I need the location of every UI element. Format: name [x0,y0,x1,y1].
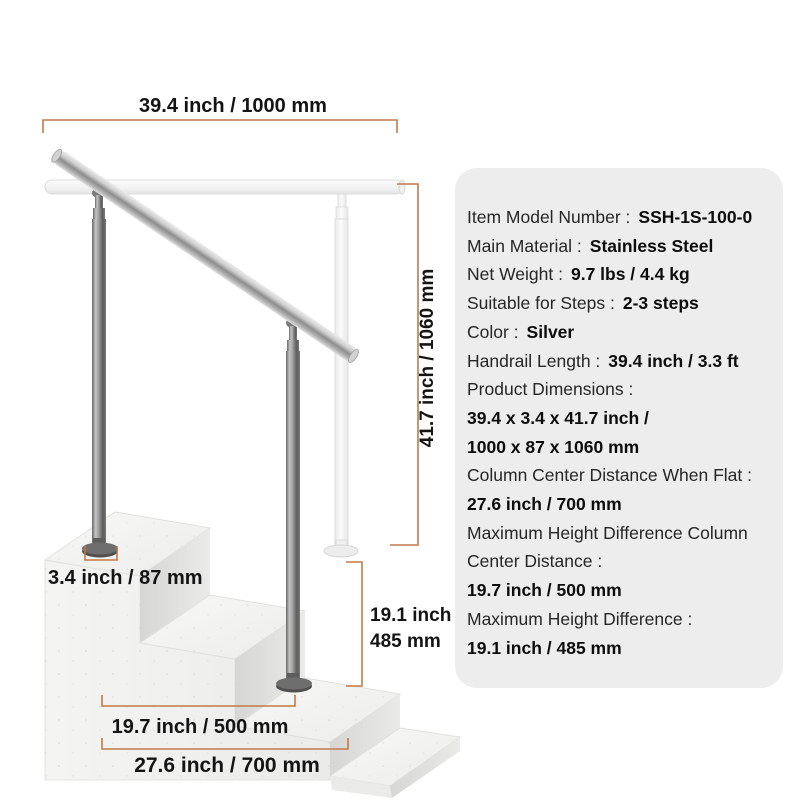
spec-line-model [467,203,775,232]
spec-value: 1000 x 87 x 1060 mm [467,436,640,457]
ghost-post-tube [335,219,348,547]
spec-value: Silver [526,321,575,342]
spec-value: Stainless Steel [589,235,714,256]
post2-neck [289,326,297,340]
ghost-rail-endcap [399,180,405,194]
dim-label-column-distance: 19.7 inch / 500 mm [111,716,289,738]
spec-label: Color : [467,321,519,342]
dim-label-flat-distance: 27.6 inch / 700 mm [134,754,320,777]
dim-label-flange-width: 3.4 inch / 87 mm [48,567,203,589]
ghost-base-flange [324,545,358,557]
spec-line-flat-distance-label [467,461,775,490]
spec-line-dimensions-mm [467,433,775,462]
spec-value: 27.6 inch / 700 mm [467,494,622,515]
spec-label: Maximum Height Difference Column [467,522,748,543]
post1-tube [92,219,106,545]
spec-line-dimensions-label [467,375,775,404]
post2-tube [286,351,300,680]
dim-bracket-overall-height [390,184,418,545]
spec-line-max-height-diff-label [467,605,775,634]
spec-label: Center Distance : [467,551,603,572]
spec-line-steps [467,289,775,318]
ghost-post-collar [336,207,348,219]
spec-line-color [467,318,775,347]
spec-line-weight [467,260,775,289]
post2-base-flange-top [276,678,312,690]
spec-value: 19.7 inch / 500 mm [467,580,622,601]
spec-line-max-height-diff-column2 [467,547,775,576]
ghost-post-neck [338,194,346,207]
spec-label: Main Material : [467,235,582,256]
dim-label-height-difference-line2: 485 mm [370,631,441,652]
dim-label-top-length: 39.4 inch / 1000 mm [139,95,327,117]
spec-value: SSH-1S-100-0 [638,207,753,227]
post1-collar [93,208,105,219]
spec-line-dimensions-inch [467,404,775,433]
spec-label: Suitable for Steps : [467,293,615,314]
spec-label: Maximum Height Difference : [467,608,693,629]
spec-panel [455,168,783,688]
post1-neck [95,195,103,208]
spec-line-handrail-length [467,347,775,376]
spec-value: 9.7 lbs / 4.4 kg [570,264,690,285]
spec-label: Item Model Number : [467,207,631,227]
spec-line-max-height-diff-column1 [467,519,775,548]
post1-base-flange-top [82,543,118,555]
spec-label: Handrail Length : [467,350,601,371]
post2-collar [287,340,299,351]
spec-line-flat-distance-value [467,490,775,519]
spec-line-max-height-diff-value [467,634,775,663]
spec-value: 19.1 inch / 485 mm [467,637,622,658]
dim-bracket-height-difference [346,562,362,686]
spec-line-material [467,232,775,261]
dim-label-overall-height: 41.7 inch / 1060 mm [417,268,438,448]
spec-value: 2-3 steps [622,293,699,314]
spec-line-max-height-diff-column-value [467,576,775,605]
spec-label: Net Weight : [467,264,563,285]
spec-label: Product Dimensions : [467,379,634,400]
spec-label: Column Center Distance When Flat : [467,465,752,486]
dim-label-height-difference-line1: 19.1 inch [370,605,452,626]
spec-value: 39.4 inch / 3.3 ft [608,350,739,371]
spec-value: 39.4 x 3.4 x 41.7 inch / [467,407,649,428]
dim-bracket-top-length [43,120,397,133]
